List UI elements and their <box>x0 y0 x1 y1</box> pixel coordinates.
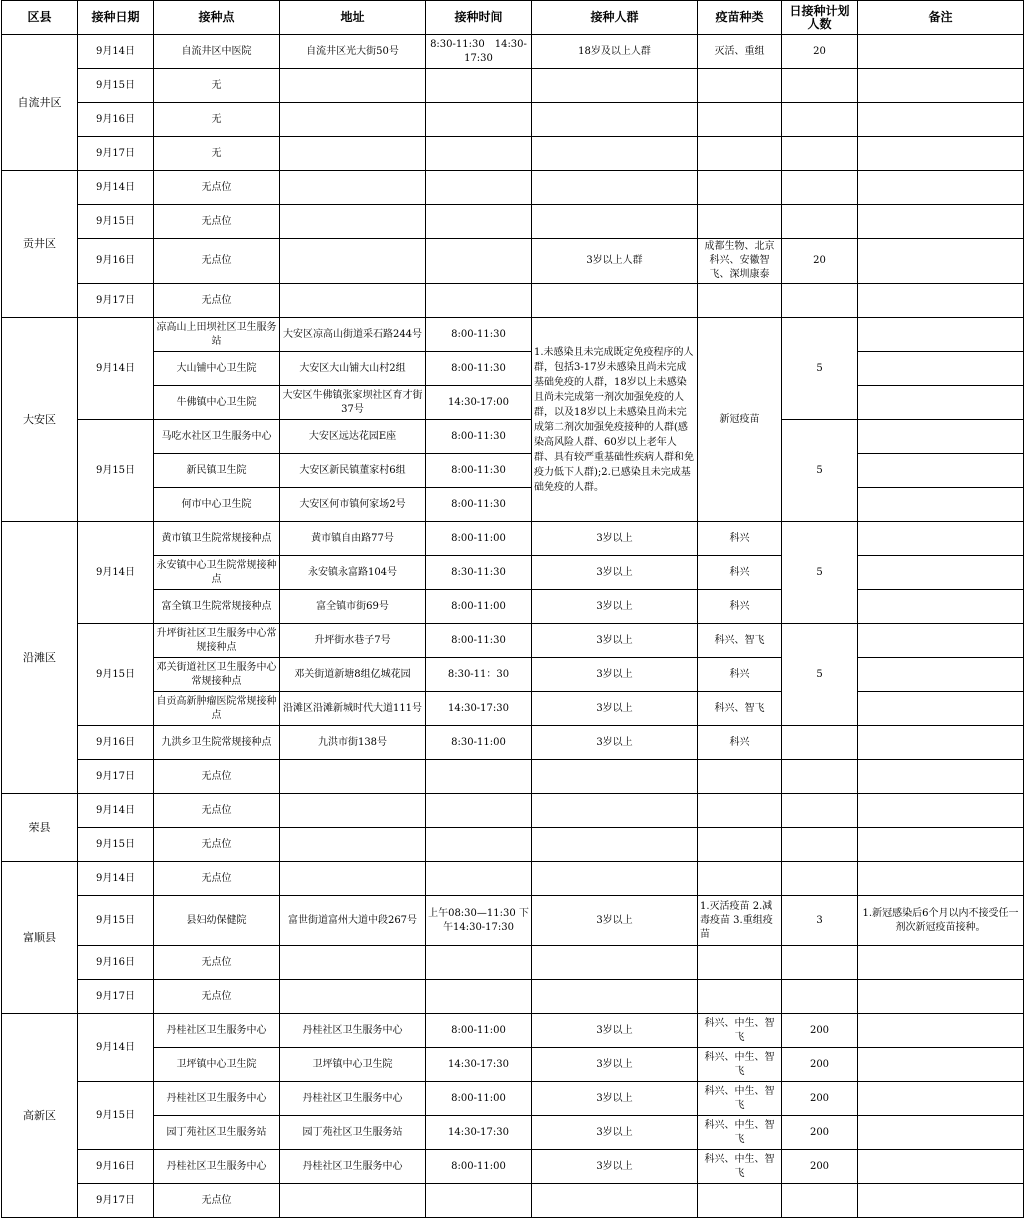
date-cell: 9月14日 <box>78 794 154 828</box>
site-cell: 富全镇卫生院常规接种点 <box>154 590 280 624</box>
vaccine-cell: 科兴、中生、智飞 <box>698 1014 782 1048</box>
date-cell: 9月14日 <box>78 862 154 896</box>
time-cell: 8:00-11:00 <box>426 522 532 556</box>
address-cell: 园丁苑社区卫生服务站 <box>280 1116 426 1150</box>
header-district: 区县 <box>2 1 78 35</box>
table-row <box>2 1184 1024 1218</box>
site-cell: 无点位 <box>154 1184 280 1218</box>
site-cell: 丹桂社区卫生服务中心 <box>154 1150 280 1184</box>
site-cell: 何市中心卫生院 <box>154 488 280 522</box>
address-cell: 永安镇永富路104号 <box>280 556 426 590</box>
site-cell: 邓关街道社区卫生服务中心常规接种点 <box>154 658 280 692</box>
time-cell: 8:30-11:30 14:30-17:30 <box>426 35 532 69</box>
district-cell: 沿滩区 <box>2 522 78 794</box>
address-cell: 自流井区光大街50号 <box>280 35 426 69</box>
table-row <box>2 658 1024 692</box>
time-cell: 8:00-11:00 <box>426 1150 532 1184</box>
date-cell: 9月17日 <box>78 284 154 318</box>
date-cell: 9月15日 <box>78 205 154 239</box>
table-row <box>2 1048 1024 1082</box>
table-row <box>2 828 1024 862</box>
site-cell: 大山铺中心卫生院 <box>154 352 280 386</box>
time-cell: 8:00-11:30 <box>426 318 532 352</box>
site-cell: 无点位 <box>154 828 280 862</box>
vaccine-cell: 科兴 <box>698 522 782 556</box>
table-row <box>2 239 1024 284</box>
site-cell: 无点位 <box>154 980 280 1014</box>
district-cell: 大安区 <box>2 318 78 522</box>
table-row <box>2 1150 1024 1184</box>
table-row <box>2 420 1024 454</box>
address-cell: 大安区远达花园E座 <box>280 420 426 454</box>
date-cell: 9月16日 <box>78 1150 154 1184</box>
table-row <box>2 896 1024 946</box>
date-cell: 9月15日 <box>78 828 154 862</box>
crowd-cell: 3岁以上 <box>532 1150 698 1184</box>
time-cell: 8:30-11：30 <box>426 658 532 692</box>
table-row <box>2 137 1024 171</box>
vaccine-cell: 科兴、智飞 <box>698 692 782 726</box>
table-row <box>2 284 1024 318</box>
site-cell: 无点位 <box>154 171 280 205</box>
district-cell: 荣县 <box>2 794 78 862</box>
district-cell: 富顺县 <box>2 862 78 1014</box>
vaccine-cell: 科兴、中生、智飞 <box>698 1150 782 1184</box>
date-cell: 9月16日 <box>78 946 154 980</box>
address-cell: 丹桂社区卫生服务中心 <box>280 1082 426 1116</box>
vaccine-cell: 科兴、智飞 <box>698 624 782 658</box>
table-row <box>2 454 1024 488</box>
table-row <box>2 205 1024 239</box>
header-address: 地址 <box>280 1 426 35</box>
table-row <box>2 1116 1024 1150</box>
note-cell <box>858 35 1024 69</box>
date-cell: 9月14日 <box>78 1014 154 1082</box>
note-cell: 1.新冠感染后6个月以内不接受任一剂次新冠疫苗接种。 <box>858 896 1024 946</box>
date-cell: 9月16日 <box>78 726 154 760</box>
time-cell: 上午08:30—11:30 下午14:30-17:30 <box>426 896 532 946</box>
address-cell: 丹桂社区卫生服务中心 <box>280 1014 426 1048</box>
table-row <box>2 726 1024 760</box>
address-cell: 大安区新民镇董家村6组 <box>280 454 426 488</box>
site-cell: 自贡高新肿瘤医院常规接种点 <box>154 692 280 726</box>
header-note: 备注 <box>858 1 1024 35</box>
site-cell: 马吃水社区卫生服务中心 <box>154 420 280 454</box>
date-cell: 9月17日 <box>78 760 154 794</box>
site-cell: 园丁苑社区卫生服务站 <box>154 1116 280 1150</box>
district-cell: 高新区 <box>2 1014 78 1218</box>
address-cell: 富世街道富州大道中段267号 <box>280 896 426 946</box>
site-cell: 牛佛镇中心卫生院 <box>154 386 280 420</box>
plan-cell: 200 <box>782 1014 858 1048</box>
site-cell: 卫坪镇中心卫生院 <box>154 1048 280 1082</box>
table-row <box>2 1014 1024 1048</box>
crowd-cell: 3岁以上人群 <box>532 239 698 284</box>
time-cell: 8:00-11:30 <box>426 488 532 522</box>
time-cell: 8:00-11:30 <box>426 352 532 386</box>
table-row <box>2 862 1024 896</box>
site-cell: 无 <box>154 69 280 103</box>
plan-cell: 5 <box>782 522 858 624</box>
address-cell: 大安区大山铺大山村2组 <box>280 352 426 386</box>
address-cell: 丹桂社区卫生服务中心 <box>280 1150 426 1184</box>
table-row <box>2 488 1024 522</box>
plan-cell: 200 <box>782 1150 858 1184</box>
district-cell: 贡井区 <box>2 171 78 318</box>
vaccine-cell: 科兴、中生、智飞 <box>698 1082 782 1116</box>
date-cell: 9月17日 <box>78 1184 154 1218</box>
site-cell: 无点位 <box>154 760 280 794</box>
vaccine-cell: 科兴、中生、智飞 <box>698 1048 782 1082</box>
time-cell: 8:30-11:00 <box>426 726 532 760</box>
address-cell: 九洪市街138号 <box>280 726 426 760</box>
table-row <box>2 794 1024 828</box>
crowd-cell: 3岁以上 <box>532 726 698 760</box>
plan-cell: 20 <box>782 239 858 284</box>
crowd-cell: 3岁以上 <box>532 556 698 590</box>
header-plan: 日接种计划人数 <box>782 1 858 35</box>
vaccine-cell: 新冠疫苗 <box>698 318 782 522</box>
site-cell: 无 <box>154 103 280 137</box>
site-cell: 无点位 <box>154 205 280 239</box>
site-cell: 黄市镇卫生院常规接种点 <box>154 522 280 556</box>
site-cell: 凉高山上田坝社区卫生服务站 <box>154 318 280 352</box>
vaccine-cell: 科兴、中生、智飞 <box>698 1116 782 1150</box>
address-cell: 黄市镇自由路77号 <box>280 522 426 556</box>
crowd-cell: 3岁以上 <box>532 522 698 556</box>
date-cell: 9月14日 <box>78 171 154 205</box>
table-row <box>2 35 1024 69</box>
table-row <box>2 352 1024 386</box>
site-cell: 九洪乡卫生院常规接种点 <box>154 726 280 760</box>
vaccine-cell: 科兴 <box>698 556 782 590</box>
date-cell: 9月17日 <box>78 980 154 1014</box>
header-time: 接种时间 <box>426 1 532 35</box>
vaccine-cell: 科兴 <box>698 590 782 624</box>
site-cell: 无点位 <box>154 946 280 980</box>
time-cell: 8:00-11:00 <box>426 1082 532 1116</box>
time-cell: 14:30-17:00 <box>426 386 532 420</box>
table-row <box>2 556 1024 590</box>
date-cell: 9月14日 <box>78 35 154 69</box>
table-row <box>2 386 1024 420</box>
header-crowd: 接种人群 <box>532 1 698 35</box>
table-row <box>2 522 1024 556</box>
table-row <box>2 946 1024 980</box>
address-cell: 卫坪镇中心卫生院 <box>280 1048 426 1082</box>
table-row <box>2 171 1024 205</box>
table-row <box>2 760 1024 794</box>
plan-cell: 20 <box>782 35 858 69</box>
header-site: 接种点 <box>154 1 280 35</box>
table-row <box>2 318 1024 352</box>
time-cell: 14:30-17:30 <box>426 692 532 726</box>
table-row <box>2 590 1024 624</box>
table-row <box>2 69 1024 103</box>
date-cell: 9月15日 <box>78 1082 154 1150</box>
time-cell: 8:00-11:30 <box>426 420 532 454</box>
site-cell: 丹桂社区卫生服务中心 <box>154 1082 280 1116</box>
date-cell: 9月14日 <box>78 522 154 624</box>
vaccination-schedule-table <box>1 0 1024 1218</box>
site-cell: 自流井区中医院 <box>154 35 280 69</box>
address-cell: 富全镇市街69号 <box>280 590 426 624</box>
site-cell: 升坪街社区卫生服务中心常规接种点 <box>154 624 280 658</box>
crowd-cell: 3岁以上 <box>532 1116 698 1150</box>
table-row <box>2 692 1024 726</box>
address-cell: 大安区凉高山街道采石路244号 <box>280 318 426 352</box>
time-cell: 8:00-11:30 <box>426 624 532 658</box>
plan-cell: 200 <box>782 1116 858 1150</box>
plan-cell: 3 <box>782 896 858 946</box>
header-row <box>2 1 1024 35</box>
date-cell: 9月14日 <box>78 318 154 420</box>
vaccine-cell: 灭活、重组 <box>698 35 782 69</box>
site-cell: 无点位 <box>154 862 280 896</box>
address-cell: 升坪街水巷子7号 <box>280 624 426 658</box>
vaccine-cell: 1.灭活疫苗 2.减毒疫苗 3.重组疫苗 <box>698 896 782 946</box>
time-cell: 8:00-11:30 <box>426 454 532 488</box>
table-row <box>2 103 1024 137</box>
plan-cell: 5 <box>782 318 858 420</box>
table-row <box>2 980 1024 1014</box>
date-cell: 9月16日 <box>78 239 154 284</box>
address-cell: 邓关街道新塘8组亿城花园 <box>280 658 426 692</box>
plan-cell: 200 <box>782 1082 858 1116</box>
date-cell: 9月16日 <box>78 103 154 137</box>
time-cell: 8:00-11:00 <box>426 590 532 624</box>
address-cell: 大安区牛佛镇张家坝社区育才街37号 <box>280 386 426 420</box>
time-cell: 14:30-17:30 <box>426 1116 532 1150</box>
date-cell: 9月15日 <box>78 69 154 103</box>
site-cell: 无点位 <box>154 284 280 318</box>
date-cell: 9月17日 <box>78 137 154 171</box>
site-cell: 无点位 <box>154 794 280 828</box>
vaccine-cell: 科兴 <box>698 726 782 760</box>
vaccine-cell: 成都生物、北京科兴、安徽智飞、深圳康泰 <box>698 239 782 284</box>
site-cell: 永安镇中心卫生院常规接种点 <box>154 556 280 590</box>
crowd-cell: 3岁以上 <box>532 1082 698 1116</box>
date-cell: 9月15日 <box>78 896 154 946</box>
crowd-cell: 3岁以上 <box>532 590 698 624</box>
time-cell: 8:30-11:30 <box>426 556 532 590</box>
site-cell: 丹桂社区卫生服务中心 <box>154 1014 280 1048</box>
crowd-cell: 18岁及以上人群 <box>532 35 698 69</box>
plan-cell: 200 <box>782 1048 858 1082</box>
date-cell: 9月15日 <box>78 420 154 522</box>
crowd-cell: 3岁以上 <box>532 1048 698 1082</box>
table-row <box>2 1082 1024 1116</box>
crowd-cell: 3岁以上 <box>532 896 698 946</box>
address-cell: 沿滩区沿滩新城时代大道111号 <box>280 692 426 726</box>
site-cell: 无 <box>154 137 280 171</box>
site-cell: 县妇幼保健院 <box>154 896 280 946</box>
table-row <box>2 624 1024 658</box>
date-cell: 9月15日 <box>78 624 154 726</box>
site-cell: 无点位 <box>154 239 280 284</box>
site-cell: 新民镇卫生院 <box>154 454 280 488</box>
crowd-cell: 3岁以上 <box>532 692 698 726</box>
vaccine-cell: 科兴 <box>698 658 782 692</box>
header-date: 接种日期 <box>78 1 154 35</box>
crowd-cell: 3岁以上 <box>532 1014 698 1048</box>
crowd-cell: 3岁以上 <box>532 624 698 658</box>
plan-cell: 5 <box>782 420 858 522</box>
time-cell: 8:00-11:00 <box>426 1014 532 1048</box>
crowd-cell: 3岁以上 <box>532 658 698 692</box>
header-vaccine: 疫苗种类 <box>698 1 782 35</box>
crowd-cell: 1.未感染且未完成既定免疫程序的人群，包括3-17岁未感染且尚未完成基础免疫的人群，18岁以上未感染且尚未完成第一剂次加强免疫的人群，以及18岁以上未感染且尚未完成第二剂次加强免疫接种的人群(感染高风险人群、60岁以上老年人群、具有较严重基础性疾病人群和免疫力低下人群);2.已感染且未完成基础免疫的人群。 <box>532 318 698 522</box>
plan-cell: 5 <box>782 624 858 726</box>
district-cell: 自流井区 <box>2 35 78 171</box>
address-cell: 大安区何市镇何家场2号 <box>280 488 426 522</box>
time-cell: 14:30-17:30 <box>426 1048 532 1082</box>
